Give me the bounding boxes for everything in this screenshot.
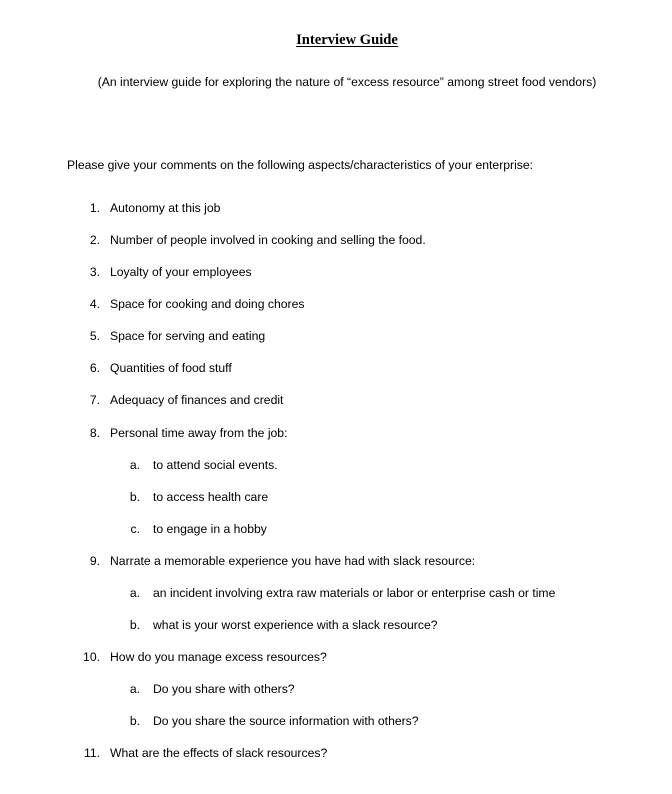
list-subitem-letter: b. [129, 714, 140, 728]
list-item-number: 1. [89, 201, 100, 215]
list-item-text: Narrate a memorable experience you have had with slack resource: [110, 554, 476, 568]
list-subitem-letter: c. [130, 522, 140, 536]
intro-paragraph: Please give your comments on the following aspects/characteristics of your enterprise: [67, 158, 534, 172]
list-subitem-text: Do you share with others? [153, 682, 295, 696]
list-subitem-text: to attend social events. [153, 458, 278, 472]
list-item-number: 8. [89, 426, 100, 440]
list-subitem-text: to engage in a hobby [153, 522, 267, 536]
list-item-number: 2. [89, 233, 100, 247]
document-subtitle: (An interview guide for exploring the nature of “excess resource” among street food vendors) [97, 75, 597, 89]
list-item-text: Number of people involved in cooking and selling the food. [110, 233, 426, 247]
list-subitem-letter: b. [129, 618, 140, 632]
list-item-number: 6. [89, 361, 100, 375]
list-item-number: 11. [83, 746, 100, 760]
list-item-text: Adequacy of finances and credit [110, 393, 284, 407]
list-subitem-letter: a. [129, 586, 140, 600]
list-item-text: Space for serving and eating [110, 329, 266, 343]
list-item-text: Autonomy at this job [110, 201, 221, 215]
list-item-number: 3. [89, 265, 100, 279]
list-item-text: What are the effects of slack resources? [110, 746, 328, 760]
list-item-number: 10. [83, 650, 100, 664]
list-item-number: 4. [89, 297, 100, 311]
list-subitem-text: an incident involving extra raw materials or labor or enterprise cash or time [153, 586, 556, 600]
list-item-number: 9. [89, 554, 100, 568]
list-item-text: Space for cooking and doing chores [110, 297, 305, 311]
list-item-number: 5. [89, 329, 100, 343]
list-subitem-letter: a. [129, 458, 140, 472]
list-item-text: Loyalty of your employees [110, 265, 252, 279]
list-subitem-text: Do you share the source information with others? [153, 714, 419, 728]
list-subitem-letter: b. [129, 490, 140, 504]
list-subitem-text: what is your worst experience with a slack resource? [153, 618, 438, 632]
list-item-text: Quantities of food stuff [110, 361, 232, 375]
list-item-text: How do you manage excess resources? [110, 650, 327, 664]
document-title: Interview Guide [296, 32, 398, 48]
list-subitem-text: to access health care [153, 490, 269, 504]
list-subitem-letter: a. [129, 682, 140, 696]
list-item-text: Personal time away from the job: [110, 426, 288, 440]
list-item-number: 7. [89, 393, 100, 407]
